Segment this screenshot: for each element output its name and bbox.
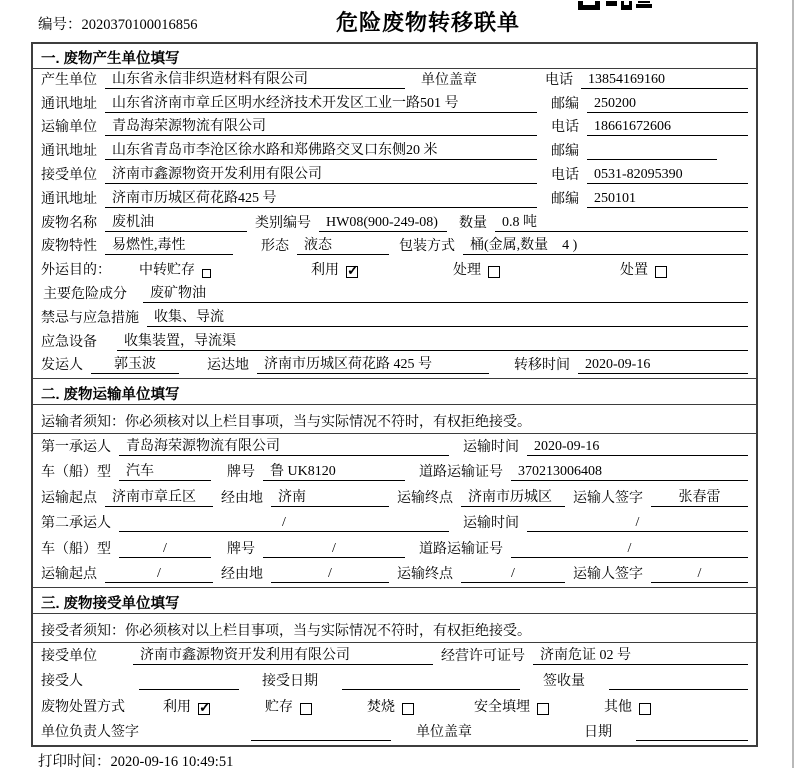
plate-number-label: 牌号 bbox=[227, 541, 255, 557]
checkbox-unchecked-icon bbox=[202, 269, 211, 278]
second-carrier-row bbox=[33, 511, 756, 537]
serial-value: 2020370100016856 bbox=[81, 17, 198, 33]
producer-unit-row bbox=[33, 69, 756, 93]
purpose-utilize-option bbox=[311, 259, 358, 279]
transport-end-label: 运输终点 bbox=[397, 567, 453, 583]
document-title: 危险废物转移联单 bbox=[336, 10, 521, 35]
document-header bbox=[0, 0, 796, 42]
disposal-utilize-option bbox=[163, 696, 210, 716]
checkbox-checked-icon bbox=[346, 266, 358, 278]
waste-name-value: 废机油 bbox=[105, 211, 247, 232]
main-hazard-label: 主要危险成分 bbox=[43, 286, 127, 302]
section-1-body bbox=[33, 69, 756, 378]
vehicle-type-row-2 bbox=[33, 536, 756, 562]
receiver-phone-value: 0531-82095390 bbox=[587, 167, 748, 184]
producer-phone-value: 13854169160 bbox=[581, 72, 748, 89]
road-license-label: 道路运输证号 bbox=[419, 541, 503, 557]
receiver-unit-value: 济南市鑫源物资开发利用有限公司 bbox=[105, 163, 537, 184]
vehicle-type-value: 汽车 bbox=[119, 460, 211, 481]
receive-unit-row bbox=[33, 643, 756, 669]
via-value: 济南 bbox=[271, 486, 389, 507]
section-3-header: 三. 废物接受单位填写 bbox=[33, 587, 756, 614]
waste-name-label: 废物名称 bbox=[41, 215, 97, 231]
serial-label: 编号： bbox=[38, 17, 82, 33]
transporter-phone-value: 18661672606 bbox=[587, 119, 748, 136]
address-label: 通讯地址 bbox=[41, 144, 97, 160]
transporter-unit-label: 运输单位 bbox=[41, 120, 97, 136]
section-3-body bbox=[33, 643, 756, 745]
transporter-unit-value: 青岛海荣源物流有限公司 bbox=[105, 115, 537, 136]
transport-origin-label: 运输起点 bbox=[41, 490, 97, 506]
disposal-method-label: 废物处置方式 bbox=[41, 699, 125, 715]
transporter-signature-label: 运输人签字 bbox=[573, 567, 643, 583]
transfer-purpose-label: 外运目的： bbox=[41, 263, 111, 279]
purpose-transfer-storage-option bbox=[139, 259, 211, 279]
emergency-equipment-label: 应急设备 bbox=[41, 334, 97, 350]
quantity-label: 数量 bbox=[459, 215, 487, 231]
unit-seal-label: 单位盖章 bbox=[416, 725, 472, 741]
producer-address-row bbox=[33, 93, 756, 117]
unit-head-signature-label: 单位负责人签字 bbox=[41, 725, 139, 741]
disposal-storage-option bbox=[265, 696, 312, 716]
address-label: 通讯地址 bbox=[41, 191, 97, 207]
transporter-address-value: 山东省青岛市李沧区徐水路和郑佛路交叉口东侧20 米 bbox=[105, 139, 537, 160]
received-quantity-label: 签收量 bbox=[543, 674, 585, 690]
via-label: 经由地 bbox=[221, 490, 263, 506]
first-carrier-row bbox=[33, 434, 756, 460]
transport-route-row bbox=[33, 485, 756, 511]
postcode-label: 邮编 bbox=[551, 191, 579, 207]
address-label: 通讯地址 bbox=[41, 96, 97, 112]
disposal-utilize-label: 利用 bbox=[163, 699, 191, 715]
postcode-label: 邮编 bbox=[551, 144, 579, 160]
transport-origin-label: 运输起点 bbox=[41, 567, 97, 583]
disposal-storage-label: 贮存 bbox=[265, 699, 293, 715]
date-label: 日期 bbox=[584, 725, 612, 741]
disposal-method-row bbox=[33, 694, 756, 720]
purpose-dispose-label: 处置 bbox=[620, 263, 648, 279]
phone-label: 电话 bbox=[551, 120, 579, 136]
serial-number bbox=[38, 13, 198, 34]
receiver-address-row bbox=[33, 188, 756, 212]
transporter-signature-value: 张春雷 bbox=[651, 486, 748, 507]
print-time-value: 2020-09-16 10:49:51 bbox=[110, 754, 234, 770]
second-carrier-value: / bbox=[119, 515, 449, 532]
vehicle-type-value: / bbox=[119, 541, 211, 558]
via-label: 经由地 bbox=[221, 567, 263, 583]
receiver-person-row bbox=[33, 669, 756, 695]
qr-code-fragment-icon bbox=[578, 0, 654, 16]
checkbox-checked-icon bbox=[198, 703, 210, 715]
vehicle-type-label: 车（船）型 bbox=[41, 541, 111, 557]
transport-end-value: 济南市历城区 bbox=[461, 486, 565, 507]
transporter-signature-label: 运输人签字 bbox=[573, 490, 643, 506]
road-license-value: / bbox=[511, 541, 748, 558]
emergency-measures-value: 收集、导流 bbox=[147, 306, 748, 327]
producer-unit-label: 产生单位 bbox=[41, 72, 97, 88]
second-carrier-label: 第二承运人 bbox=[41, 516, 111, 532]
unit-head-signature-value bbox=[251, 724, 391, 741]
destination-value: 济南市历城区荷花路 425 号 bbox=[257, 353, 489, 374]
disposal-incinerate-label: 焚烧 bbox=[367, 699, 395, 715]
receiver-unit-label: 接受单位 bbox=[41, 167, 97, 183]
waste-name-row bbox=[33, 212, 756, 236]
emergency-measures-label: 禁忌与应急措施 bbox=[41, 310, 139, 326]
plate-number-value: 鲁 UK8120 bbox=[263, 460, 405, 481]
road-license-label: 道路运输证号 bbox=[419, 465, 503, 481]
waste-property-value: 易燃性,毒性 bbox=[105, 234, 233, 255]
waste-property-label: 废物特性 bbox=[41, 239, 97, 255]
date-value bbox=[636, 724, 748, 741]
receiver-postcode-value: 250101 bbox=[587, 191, 748, 208]
transport-route-row-2 bbox=[33, 562, 756, 588]
emergency-equipment-row bbox=[33, 331, 756, 355]
vehicle-type-row bbox=[33, 460, 756, 486]
purpose-treat-label: 处理 bbox=[453, 263, 481, 279]
section-2-body bbox=[33, 434, 756, 587]
road-license-value: 370213006408 bbox=[511, 464, 748, 481]
purpose-transfer-storage-label: 中转贮存 bbox=[139, 263, 195, 279]
transport-origin-value: 济南市章丘区 bbox=[105, 486, 213, 507]
receive-date-value bbox=[342, 673, 520, 690]
disposal-other-label: 其他 bbox=[604, 699, 632, 715]
shipper-value: 郭玉波 bbox=[91, 353, 179, 374]
page-right-edge bbox=[792, 0, 794, 768]
purpose-treat-option bbox=[453, 259, 500, 279]
destination-label: 运达地 bbox=[207, 358, 249, 374]
emergency-equipment-value: 收集装置，导流渠 bbox=[117, 330, 748, 351]
producer-unit-value: 山东省永信非织造材料有限公司 bbox=[105, 68, 405, 89]
main-hazard-row bbox=[33, 283, 756, 307]
transporter-notice: 运输者须知：你必须核对以上栏目事项，当与实际情况不符时，有权拒绝接受。 bbox=[33, 405, 756, 434]
transport-end-label: 运输终点 bbox=[397, 490, 453, 506]
form-state-label: 形态 bbox=[261, 239, 289, 255]
first-carrier-value: 青岛海荣源物流有限公司 bbox=[119, 435, 449, 456]
first-carrier-label: 第一承运人 bbox=[41, 439, 111, 455]
received-quantity-value bbox=[609, 673, 748, 690]
receiver-person-value bbox=[139, 673, 239, 690]
disposal-other-option bbox=[604, 696, 651, 716]
packing-method-label: 包装方式 bbox=[399, 239, 455, 255]
purpose-dispose-option bbox=[620, 259, 667, 279]
transport-date-label: 运输时间 bbox=[463, 439, 519, 455]
receive-unit-label: 接受单位 bbox=[41, 648, 97, 664]
postcode-label: 邮编 bbox=[551, 96, 579, 112]
receiver-person-label: 接受人 bbox=[41, 674, 83, 690]
plate-number-value: / bbox=[263, 541, 405, 558]
packing-method-value: 桶(金属,数量 4 ) bbox=[463, 234, 748, 255]
transfer-date-value: 2020-09-16 bbox=[578, 357, 748, 374]
form-state-value: 液态 bbox=[297, 234, 389, 255]
disposal-landfill-option bbox=[474, 696, 549, 716]
receiver-address-value: 济南市历城区荷花路425 号 bbox=[105, 187, 537, 208]
transporter-postcode-value bbox=[587, 143, 717, 160]
transport-date-label: 运输时间 bbox=[463, 516, 519, 532]
receiver-unit-row bbox=[33, 164, 756, 188]
phone-label: 电话 bbox=[545, 72, 573, 88]
transporter-unit-row bbox=[33, 117, 756, 141]
plate-number-label: 牌号 bbox=[227, 465, 255, 481]
company-seal-label: 单位盖章 bbox=[421, 72, 477, 88]
unit-head-signature-row bbox=[33, 720, 756, 746]
section-1-header: 一. 废物产生单位填写 bbox=[33, 44, 756, 69]
manifest-form bbox=[31, 42, 758, 747]
category-code-value: HW08(900-249-08) bbox=[319, 215, 447, 232]
shipper-label: 发运人 bbox=[41, 358, 83, 374]
producer-postcode-value: 250200 bbox=[587, 96, 748, 113]
receiver-notice: 接受者须知：你必须核对以上栏目事项，当与实际情况不符时，有权拒绝接受。 bbox=[33, 614, 756, 643]
via-value: / bbox=[271, 566, 389, 583]
main-hazard-value: 废矿物油 bbox=[143, 282, 748, 303]
checkbox-unchecked-icon bbox=[488, 266, 500, 278]
producer-address-value: 山东省济南市章丘区明水经济技术开发区工业一路501 号 bbox=[105, 92, 537, 113]
transport-date-value: 2020-09-16 bbox=[527, 439, 748, 456]
emergency-measures-row bbox=[33, 307, 756, 331]
checkbox-unchecked-icon bbox=[537, 703, 549, 715]
checkbox-unchecked-icon bbox=[639, 703, 651, 715]
shipper-row bbox=[33, 355, 756, 379]
quantity-value: 0.8 吨 bbox=[495, 211, 748, 232]
category-code-label: 类别编号 bbox=[255, 215, 311, 231]
disposal-incinerate-option bbox=[367, 696, 414, 716]
section-2-header: 二. 废物运输单位填写 bbox=[33, 378, 756, 405]
disposal-landfill-label: 安全填埋 bbox=[474, 699, 530, 715]
transfer-purpose-row bbox=[33, 259, 756, 283]
checkbox-unchecked-icon bbox=[655, 266, 667, 278]
print-time-label: 打印时间： bbox=[38, 754, 111, 770]
vehicle-type-label: 车（船）型 bbox=[41, 465, 111, 481]
license-number-label: 经营许可证号 bbox=[441, 648, 525, 664]
purpose-utilize-label: 利用 bbox=[311, 263, 339, 279]
checkbox-unchecked-icon bbox=[300, 703, 312, 715]
phone-label: 电话 bbox=[551, 167, 579, 183]
transport-date-value: / bbox=[527, 515, 748, 532]
license-number-value: 济南危证 02 号 bbox=[533, 644, 748, 665]
transfer-date-label: 转移时间 bbox=[514, 358, 570, 374]
waste-property-row bbox=[33, 236, 756, 260]
transport-end-value: / bbox=[461, 566, 565, 583]
transport-origin-value: / bbox=[105, 566, 213, 583]
transporter-address-row bbox=[33, 140, 756, 164]
receive-date-label: 接受日期 bbox=[262, 674, 318, 690]
receive-unit-value: 济南市鑫源物资开发利用有限公司 bbox=[133, 644, 433, 665]
checkbox-unchecked-icon bbox=[402, 703, 414, 715]
transporter-signature-value: / bbox=[651, 566, 748, 583]
